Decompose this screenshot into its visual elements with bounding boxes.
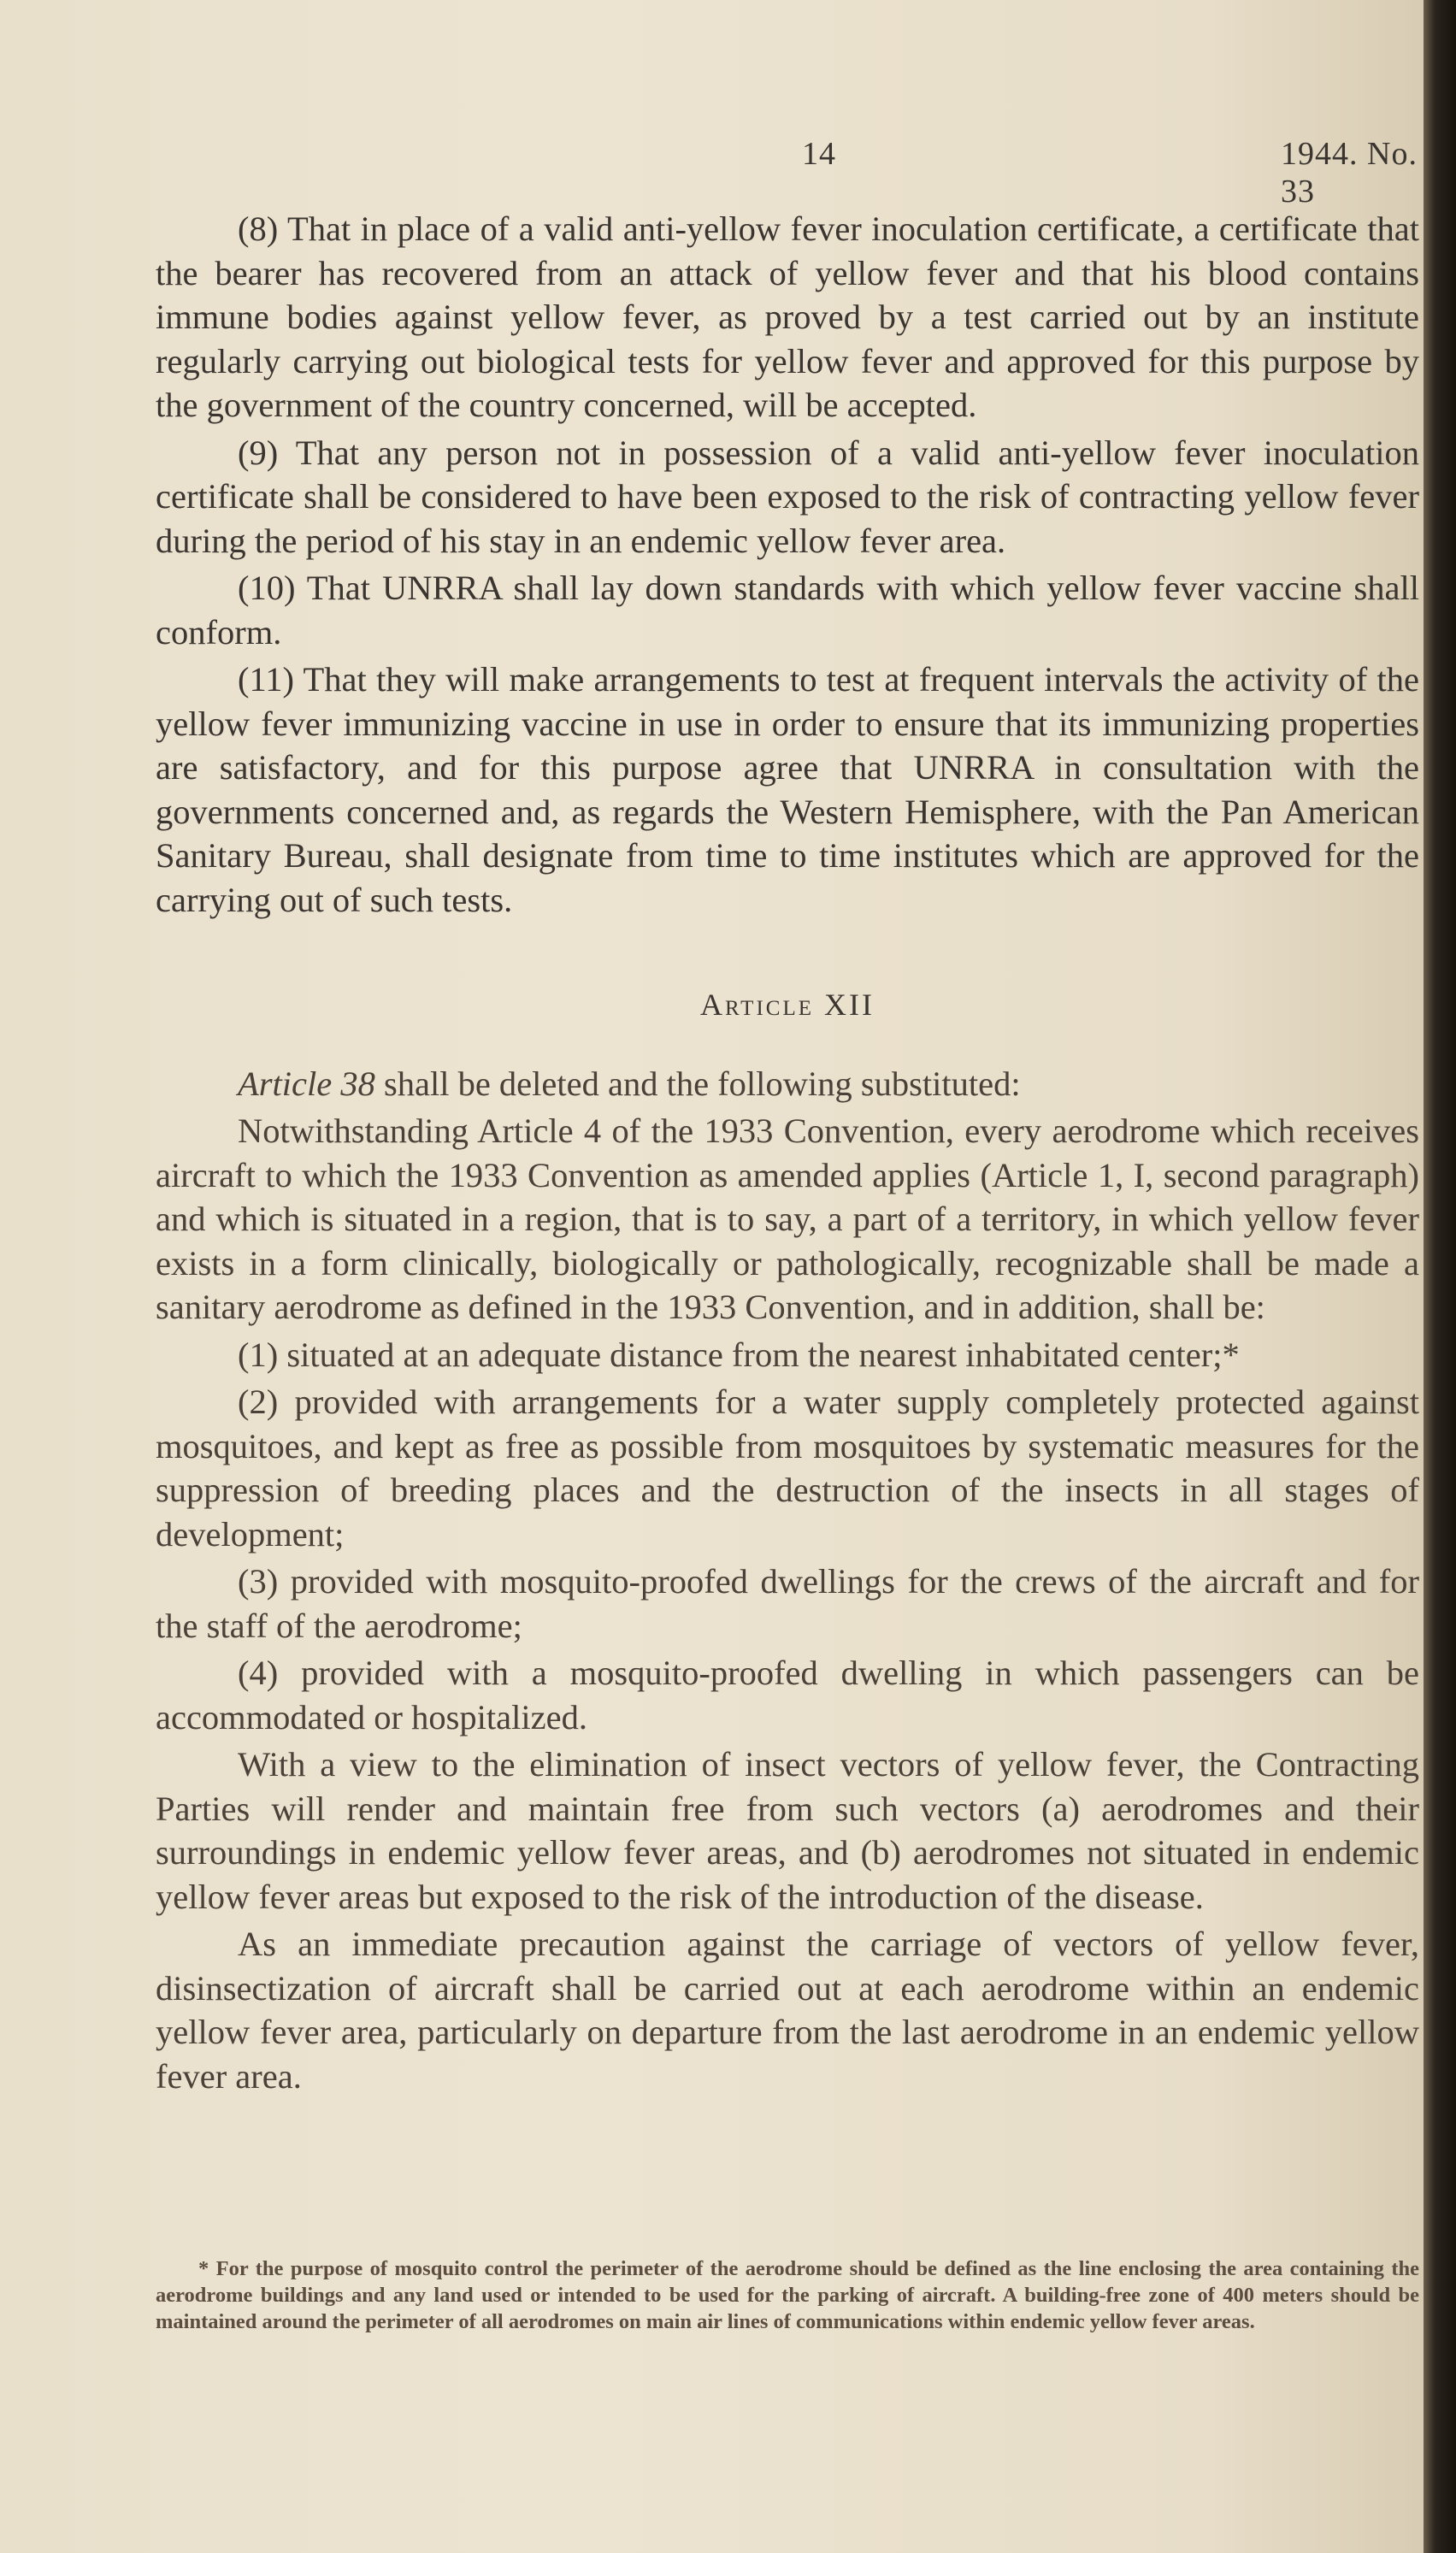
paragraph-10: (10) That UNRRA shall lay down standards with which yellow fever vaccine shall conform.	[156, 569, 1419, 652]
book-spine-shadow	[1424, 0, 1456, 2553]
article-item-1: (1) situated at an adequate distance from the nearest inhabitated center;*	[238, 1335, 1240, 1374]
footnote-text: * For the purpose of mosquito control the perimeter of the aerodrome should be defined as the line enclosing the area containing the aerodrome buildings and any land used or intended to be used for the parking of aircraft. A building-free zone of 400 meters should be maintained around the perimeter of all aerodromes on main air lines of communications within endemic yellow fever areas.	[156, 2257, 1419, 2333]
paragraph-9: (9) That any person not in possession of a valid anti-yellow fever inoculation certificate shall be considered to have been exposed to the risk of contracting yellow fever during the period of his stay in an endemic yellow fever area.	[156, 433, 1419, 560]
article-body	[156, 1062, 1419, 2099]
precaution-paragraph: As an immediate precaution against the carriage of vectors of yellow fever, disinsectization of aircraft shall be carried out at each aerodrome within an endemic yellow fever area, particularly on departure from the last aerodrome in an endemic yellow fever area.	[156, 1925, 1419, 2096]
main-text	[156, 207, 1419, 2098]
article-heading: Article XII	[700, 988, 875, 1022]
running-head: 1944. No. 33	[1281, 136, 1418, 209]
article-intro-reference: Article 38	[238, 1064, 375, 1103]
article-item-3: (3) provided with mosquito-proofed dwellings for the crews of the aircraft and for the staff of the aerodrome;	[156, 1562, 1419, 1645]
page-header	[0, 135, 1424, 209]
vectors-paragraph: With a view to the elimination of insect vectors of yellow fever, the Contracting Parties will render and maintain free from such vectors (a) aerodromes and their surroundings in endemic yellow fever areas, and (b) aerodromes not situated in endemic yellow fever areas but exposed to the risk of the introduction of the disease.	[156, 1745, 1419, 1916]
page-number: 14	[802, 136, 836, 172]
article-intro	[156, 1062, 1419, 1106]
article-intro-text: shall be deleted and the following substituted:	[374, 1064, 1021, 1103]
paragraph-8: (8) That in place of a valid anti-yellow fever inoculation certificate, a certificate that the bearer has recovered from an attack of yellow fever and that his blood contains immune bodies against yellow fever, as proved by a test carried out by an institute regularly carrying out biological tests for yellow fever and approved for this purpose by the government of the country concerned, will be accepted.	[156, 209, 1419, 424]
article-body-paragraph: Notwithstanding Article 4 of the 1933 Convention, every aerodrome which receives aircraft to which the 1933 Convention as amended applies (Article 1, I, second paragraph) and which is situated in a region, that is to say, a part of a territory, in which yellow fever exists in a form clinically, biologically or pathologically, recognizable shall be made a sanitary aerodrome as defined in the 1933 Convention, and in addition, shall be:	[156, 1111, 1419, 1326]
paragraph-11: (11) That they will make arrangements to test at frequent intervals the activity of the yellow fever immunizing vaccine in use in order to ensure that its immunizing properties are satisfactory, and for this purpose agree that UNRRA in consultation with the governments concerned and, as regards the Western Hemisphere, with the Pan American Sanitary Bureau, shall designate from time to time institutes which are approved for the carrying out of such tests.	[156, 660, 1419, 919]
article-item-2: (2) provided with arrangements for a water supply completely protected against mosquitoes, and kept as free as possible from mosquitoes by systematic measures for the suppression of breeding places and the destruction of the insects in all stages of development;	[156, 1383, 1419, 1554]
article-item-4: (4) provided with a mosquito-proofed dwelling in which passengers can be accommodated or hospitalized.	[156, 1654, 1419, 1736]
footnote	[156, 2255, 1419, 2335]
